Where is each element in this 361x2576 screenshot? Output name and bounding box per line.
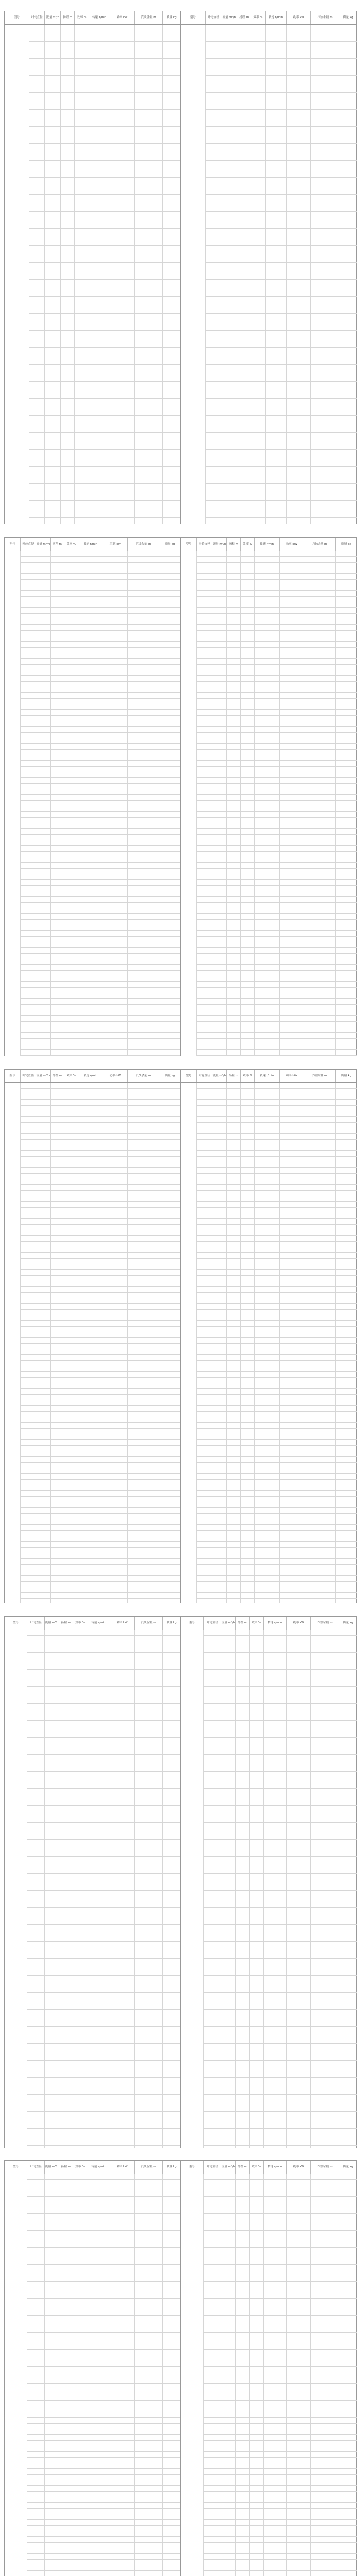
header-head: 扬程 m xyxy=(59,1617,73,1630)
sheet-title xyxy=(4,1609,357,1616)
header-power: 功率 kW xyxy=(110,11,135,24)
header-npsh: 汽蚀余量 m xyxy=(135,1617,163,1630)
header-weight: 质量 kg xyxy=(165,1074,175,1077)
header-npsh: 汽蚀余量 m xyxy=(128,1070,159,1082)
table-body xyxy=(181,2174,357,2576)
header-speed: 转速 r/min xyxy=(78,1070,103,1082)
column-speed xyxy=(264,1630,286,2148)
header-speed: 转速 r/min xyxy=(255,1070,280,1082)
table-half-right xyxy=(180,538,357,1056)
spec-table xyxy=(4,1069,357,1603)
header-model: 型号 xyxy=(181,1617,204,1630)
table-body xyxy=(5,1630,180,2148)
header-weight: 质量 kg xyxy=(343,1621,353,1624)
column-head xyxy=(236,2174,250,2576)
column-npsh xyxy=(311,2174,339,2576)
header-npsh: 汽蚀余量 m xyxy=(135,2161,163,2174)
header-npsh: 汽蚀余量 m xyxy=(304,538,336,551)
column-speed xyxy=(255,1083,280,1603)
header-head: 扬程 m xyxy=(61,11,75,24)
column-head xyxy=(59,1630,73,2148)
column-impeller xyxy=(204,1630,221,2148)
column-power xyxy=(287,1630,311,2148)
column-power xyxy=(287,25,311,524)
column-impeller xyxy=(197,551,213,1056)
column-impeller xyxy=(21,551,37,1056)
header-model: 型号 xyxy=(5,1070,21,1082)
spec-sheet-4 xyxy=(4,1609,357,2148)
column-weight xyxy=(336,551,357,1056)
header-flow: 流量 m³/h xyxy=(221,2161,235,2174)
table-header xyxy=(5,2161,180,2174)
header-model: 型号 xyxy=(181,2161,204,2174)
column-model xyxy=(5,551,21,1056)
header-model: 型号 xyxy=(181,538,197,551)
header-power: 功率 kW xyxy=(287,2161,311,2174)
column-model xyxy=(181,1083,197,1603)
header-weight: 质量 kg xyxy=(167,16,177,19)
header-efficiency: 效率 % xyxy=(250,2161,264,2174)
header-power: 功率 kW xyxy=(110,1617,135,1630)
column-model xyxy=(181,551,197,1056)
spec-sheet-5 xyxy=(4,2154,357,2576)
table-half-left xyxy=(5,2161,180,2576)
column-flow xyxy=(221,25,237,524)
column-power xyxy=(110,1630,135,2148)
header-npsh: 汽蚀余量 m xyxy=(311,2161,339,2174)
column-head xyxy=(227,551,241,1056)
column-power xyxy=(110,2174,135,2576)
header-flow: 流量 m³/h xyxy=(36,538,50,551)
column-npsh xyxy=(304,551,336,1056)
header-speed: 转速 r/min xyxy=(87,1617,110,1630)
header-speed: 转速 r/min xyxy=(264,1617,286,1630)
table-half-left xyxy=(5,538,180,1056)
column-npsh xyxy=(135,1630,163,2148)
header-efficiency: 效率 % xyxy=(250,1617,264,1630)
column-flow xyxy=(45,2174,59,2576)
column-weight xyxy=(159,551,180,1056)
table-half-right xyxy=(180,2161,357,2576)
header-impeller: 叶轮直径 xyxy=(27,2161,45,2174)
table-half-right xyxy=(180,1070,357,1603)
header-head: 扬程 m xyxy=(236,1617,250,1630)
column-efficiency xyxy=(73,1630,87,2148)
column-weight xyxy=(339,2174,357,2576)
column-npsh xyxy=(128,551,159,1056)
header-power: 功率 kW xyxy=(110,2161,135,2174)
header-impeller: 叶轮直径 xyxy=(206,11,222,24)
column-model xyxy=(5,1630,27,2148)
header-npsh: 汽蚀余量 m xyxy=(128,538,159,551)
column-flow xyxy=(36,1083,50,1603)
table-header xyxy=(181,2161,357,2174)
column-speed xyxy=(266,25,287,524)
column-speed xyxy=(264,2174,286,2576)
column-npsh xyxy=(311,25,339,524)
column-weight xyxy=(163,25,180,524)
header-head: 扬程 m xyxy=(236,2161,250,2174)
header-impeller: 叶轮直径 xyxy=(204,1617,221,1630)
column-power xyxy=(280,1083,304,1603)
column-power xyxy=(287,2174,311,2576)
header-speed: 转速 r/min xyxy=(264,2161,286,2174)
spec-sheet-1 xyxy=(4,4,357,524)
header-weight: 质量 kg xyxy=(167,1621,177,1624)
column-speed xyxy=(255,551,280,1056)
header-speed: 转速 r/min xyxy=(89,11,110,24)
table-header xyxy=(5,1070,180,1083)
header-model: 型号 xyxy=(5,2161,27,2174)
table-header xyxy=(5,538,180,551)
header-head: 扬程 m xyxy=(227,1070,241,1082)
header-efficiency: 效率 % xyxy=(241,1070,255,1082)
header-speed: 转速 r/min xyxy=(87,2161,110,2174)
header-impeller: 叶轮直径 xyxy=(21,1070,37,1082)
spec-table xyxy=(4,537,357,1056)
header-weight: 质量 kg xyxy=(343,2165,353,2168)
column-power xyxy=(103,1083,128,1603)
header-impeller: 叶轮直径 xyxy=(197,1070,213,1082)
table-half-right xyxy=(180,11,357,524)
column-impeller xyxy=(29,25,45,524)
column-impeller xyxy=(197,1083,213,1603)
column-weight xyxy=(336,1083,357,1603)
table-half-left xyxy=(5,1070,180,1603)
column-weight xyxy=(159,1083,180,1603)
table-body xyxy=(5,551,180,1056)
column-model xyxy=(5,2174,27,2576)
table-body xyxy=(5,2174,180,2576)
column-efficiency xyxy=(250,1630,264,2148)
header-weight: 质量 kg xyxy=(167,2165,177,2168)
column-efficiency xyxy=(241,551,255,1056)
header-flow: 流量 m³/h xyxy=(212,538,226,551)
header-npsh: 汽蚀余量 m xyxy=(311,11,339,24)
header-head: 扬程 m xyxy=(237,11,251,24)
column-npsh xyxy=(304,1083,336,1603)
header-power: 功率 kW xyxy=(287,1617,311,1630)
table-body xyxy=(5,25,180,524)
column-power xyxy=(110,25,135,524)
sheet-title xyxy=(4,531,357,537)
header-flow: 流量 m³/h xyxy=(221,11,237,24)
column-efficiency xyxy=(73,2174,87,2576)
spec-table xyxy=(4,11,357,524)
header-flow: 流量 m³/h xyxy=(212,1070,226,1082)
column-speed xyxy=(87,2174,110,2576)
header-head: 扬程 m xyxy=(227,538,241,551)
header-power: 功率 kW xyxy=(287,11,311,24)
column-weight xyxy=(339,1630,357,2148)
column-model xyxy=(5,1083,21,1603)
header-flow: 流量 m³/h xyxy=(45,2161,59,2174)
header-efficiency: 效率 % xyxy=(73,2161,87,2174)
column-impeller xyxy=(204,2174,221,2576)
column-efficiency xyxy=(251,25,265,524)
header-efficiency: 效率 % xyxy=(64,1070,78,1082)
table-header xyxy=(181,1617,357,1630)
header-model: 型号 xyxy=(5,11,29,24)
column-impeller xyxy=(27,2174,45,2576)
header-flow: 流量 m³/h xyxy=(45,11,61,24)
column-weight xyxy=(163,2174,180,2576)
column-efficiency xyxy=(250,2174,264,2576)
header-model: 型号 xyxy=(5,1617,27,1630)
column-efficiency xyxy=(64,1083,78,1603)
sheet-title xyxy=(4,1062,357,1069)
column-weight xyxy=(339,25,357,524)
table-header xyxy=(5,1617,180,1630)
table-body xyxy=(5,1083,180,1603)
header-speed: 转速 r/min xyxy=(255,538,280,551)
column-model xyxy=(5,25,29,524)
table-body xyxy=(181,25,357,524)
table-header xyxy=(181,538,357,551)
spec-table xyxy=(4,2160,357,2576)
header-speed: 转速 r/min xyxy=(78,538,103,551)
column-head xyxy=(59,2174,73,2576)
header-impeller: 叶轮直径 xyxy=(27,1617,45,1630)
header-head: 扬程 m xyxy=(51,1070,64,1082)
header-head: 扬程 m xyxy=(51,538,64,551)
column-model xyxy=(181,25,206,524)
header-flow: 流量 m³/h xyxy=(36,1070,50,1082)
column-flow xyxy=(212,551,226,1056)
column-impeller xyxy=(206,25,222,524)
column-power xyxy=(280,551,304,1056)
header-flow: 流量 m³/h xyxy=(221,1617,235,1630)
header-power: 功率 kW xyxy=(103,1070,128,1082)
column-efficiency xyxy=(75,25,89,524)
header-power: 功率 kW xyxy=(103,538,128,551)
header-flow: 流量 m³/h xyxy=(45,1617,59,1630)
spec-sheet-2 xyxy=(4,531,357,1056)
column-speed xyxy=(78,1083,103,1603)
column-model xyxy=(181,1630,204,2148)
column-impeller xyxy=(21,1083,37,1603)
table-half-left xyxy=(5,11,180,524)
header-weight: 质量 kg xyxy=(343,16,353,19)
header-weight: 质量 kg xyxy=(341,543,352,546)
column-npsh xyxy=(135,25,163,524)
header-efficiency: 效率 % xyxy=(75,11,89,24)
column-impeller xyxy=(27,1630,45,2148)
header-speed: 转速 r/min xyxy=(266,11,287,24)
table-header xyxy=(5,11,180,25)
header-model: 型号 xyxy=(5,538,21,551)
column-head xyxy=(236,1630,250,2148)
header-model: 型号 xyxy=(181,11,206,24)
column-power xyxy=(103,551,128,1056)
column-head xyxy=(51,551,64,1056)
column-npsh xyxy=(135,2174,163,2576)
column-flow xyxy=(221,1630,235,2148)
column-efficiency xyxy=(241,1083,255,1603)
table-body xyxy=(181,1083,357,1603)
column-head xyxy=(237,25,251,524)
header-npsh: 汽蚀余量 m xyxy=(304,1070,336,1082)
column-head xyxy=(227,1083,241,1603)
header-efficiency: 效率 % xyxy=(64,538,78,551)
header-npsh: 汽蚀余量 m xyxy=(135,11,163,24)
header-impeller: 叶轮直径 xyxy=(29,11,45,24)
header-power: 功率 kW xyxy=(280,538,304,551)
table-header xyxy=(181,11,357,25)
column-flow xyxy=(45,1630,59,2148)
column-flow xyxy=(36,551,50,1056)
column-efficiency xyxy=(64,551,78,1056)
column-speed xyxy=(87,1630,110,2148)
column-head xyxy=(61,25,75,524)
column-flow xyxy=(221,2174,235,2576)
header-model: 型号 xyxy=(181,1070,197,1082)
table-body xyxy=(181,1630,357,2148)
header-impeller: 叶轮直径 xyxy=(204,2161,221,2174)
header-efficiency: 效率 % xyxy=(251,11,265,24)
column-flow xyxy=(45,25,61,524)
column-model xyxy=(181,2174,204,2576)
spec-sheet-3 xyxy=(4,1062,357,1603)
column-speed xyxy=(89,25,110,524)
table-body xyxy=(181,551,357,1056)
spec-table xyxy=(4,1616,357,2148)
header-efficiency: 效率 % xyxy=(241,538,255,551)
header-weight: 质量 kg xyxy=(341,1074,352,1077)
column-flow xyxy=(212,1083,226,1603)
column-head xyxy=(51,1083,64,1603)
header-impeller: 叶轮直径 xyxy=(197,538,213,551)
header-impeller: 叶轮直径 xyxy=(21,538,37,551)
header-weight: 质量 kg xyxy=(165,543,175,546)
column-npsh xyxy=(311,1630,339,2148)
column-speed xyxy=(78,551,103,1056)
sheet-title xyxy=(4,4,357,11)
header-npsh: 汽蚀余量 m xyxy=(311,1617,339,1630)
column-weight xyxy=(163,1630,180,2148)
header-efficiency: 效率 % xyxy=(73,1617,87,1630)
sheet-title xyxy=(4,2154,357,2160)
header-head: 扬程 m xyxy=(59,2161,73,2174)
column-npsh xyxy=(128,1083,159,1603)
table-half-left xyxy=(5,1617,180,2148)
header-power: 功率 kW xyxy=(280,1070,304,1082)
table-header xyxy=(181,1070,357,1083)
table-half-right xyxy=(180,1617,357,2148)
